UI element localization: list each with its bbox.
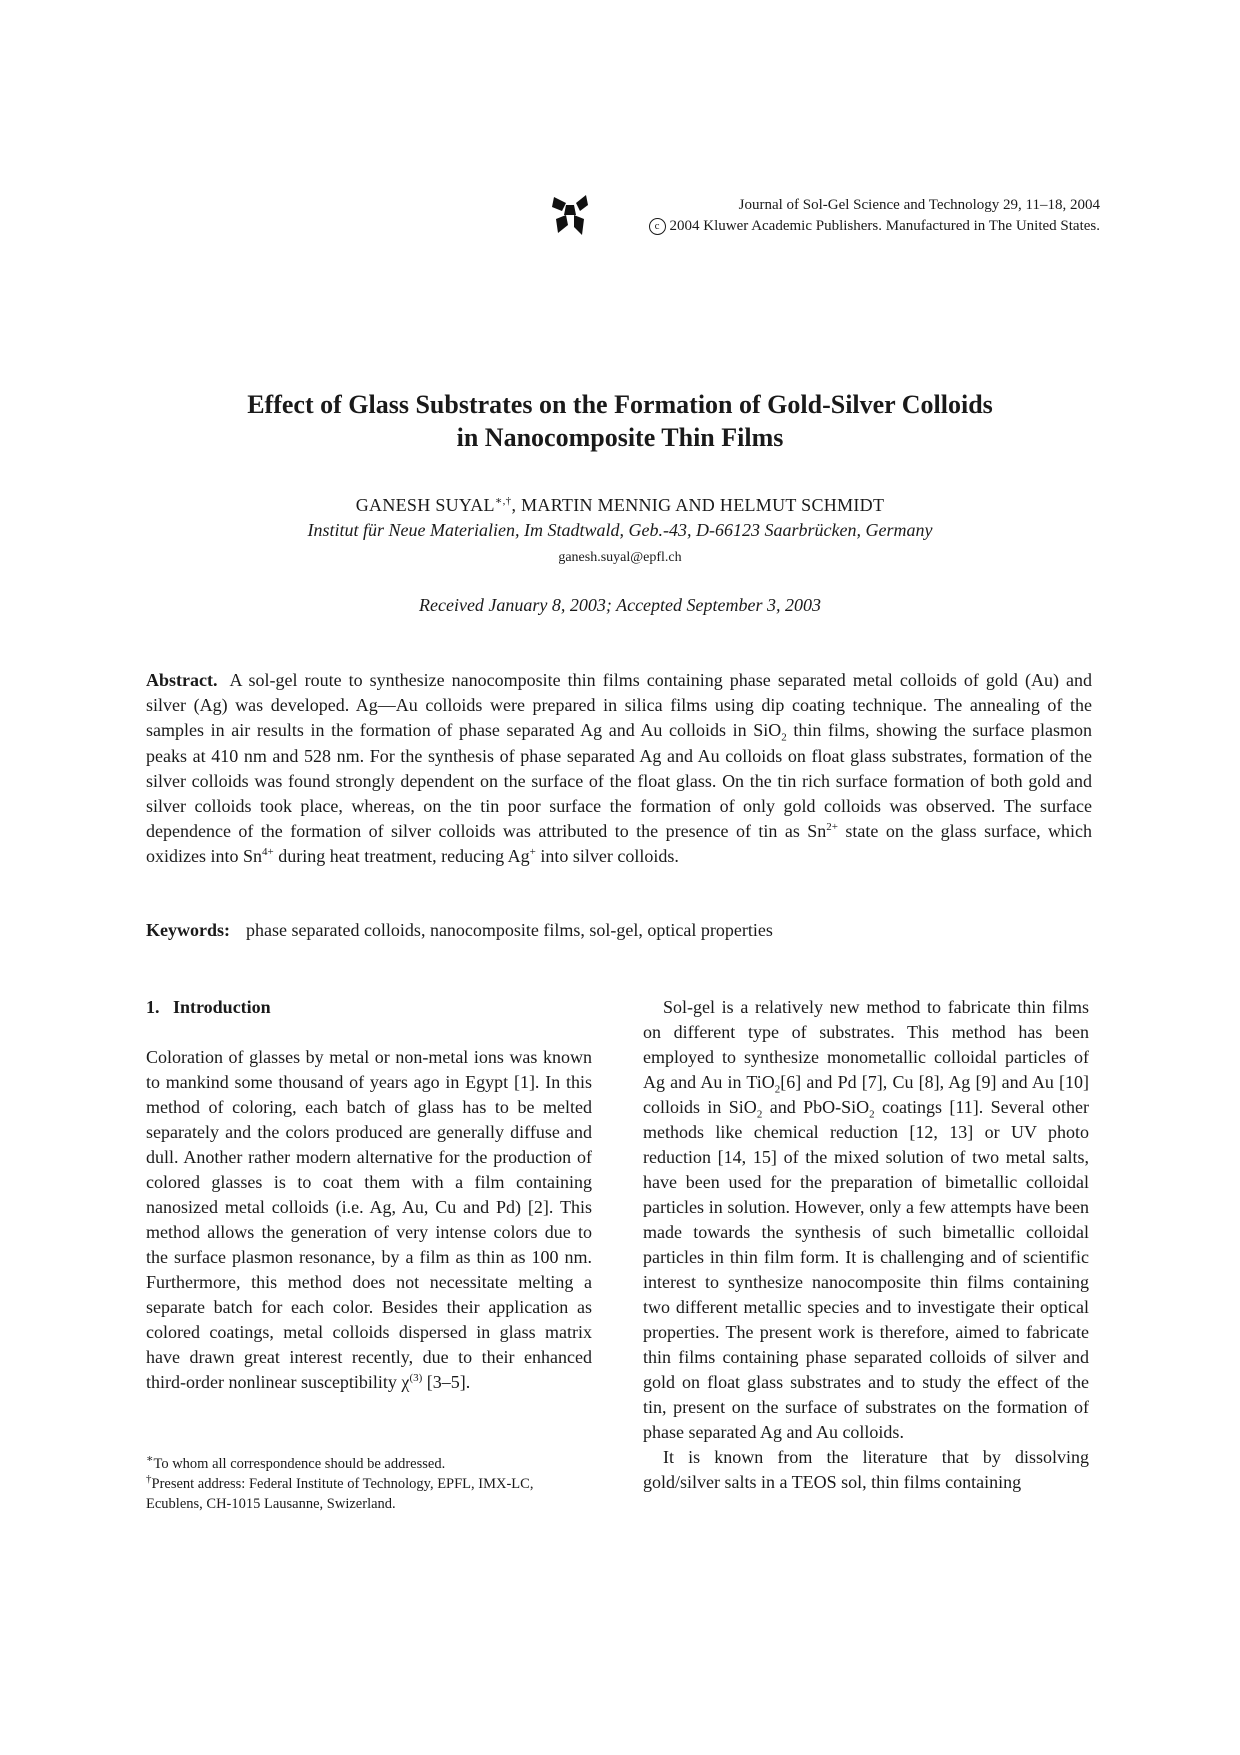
- intro-p1-end: [3–5].: [422, 1372, 471, 1392]
- intro-paragraph-3: It is known from the literature that by dissolving gold/silver salts in a TEOS sol, thin films containing: [643, 1447, 1089, 1492]
- intro-paragraph-1: [146, 1045, 592, 1395]
- footnote-2: [146, 1474, 592, 1514]
- intro-p2-sub-1: 2: [774, 1083, 781, 1096]
- abstract-sub-1: 2: [781, 732, 787, 744]
- author-marks: ∗,†: [494, 495, 512, 507]
- footnote-2-text: Present address: Federal Institute of Technology, EPFL, IMX-LC, Ecublens, CH-1015 Lausanne, Swizerland.: [146, 1476, 534, 1512]
- author-first: GANESH SUYAL: [355, 495, 495, 515]
- intro-p1-text: Coloration of glasses by metal or non-metal ions was known to mankind some thousand of years ago in Egypt [1]. In this method of coloring, each batch of glass has to be melted separately and the colors produced are generally diffuse and dull. Another rather modern alternative for the production of colored glasses is to coat them with a film containing nanosized metal colloids (i.e. Ag, Au, Cu and Pd) [2]. This method allows the generation of very intense colors due to the surface plasmon resonance, by a film as thin as 100 nm. Furthermore, this method does not necessitate melting a separate batch for each color. Besides their application as colored coatings, metal colloids dispersed in glass matrix have drawn great interest recently, due to their enhanced third-order nonlinear susceptibility χ: [146, 1047, 592, 1392]
- abstract-label: Abstract.: [146, 670, 218, 690]
- received-dates: Received January 8, 2003; Accepted September 3, 2003: [418, 595, 822, 615]
- footnote-1-mark: ∗: [146, 1453, 154, 1466]
- abstract-sup-3: +: [529, 846, 536, 859]
- intro-p2-text-a: Sol-gel is a relatively new method to fabricate thin films on different type of substrates. This method has been employed to synthesize monometallic colloidal particles of Ag and Au in TiO: [643, 997, 1089, 1092]
- intro-p2-text-c: and PbO-SiO: [762, 1097, 870, 1117]
- affiliation: Institut für Neue Materialien, Im Stadtwald, Geb.-43, D-66123 Saarbrücken, Germany: [307, 520, 933, 540]
- intro-p2-sub-3: 2: [869, 1108, 875, 1121]
- abstract: [146, 668, 1092, 870]
- copyright-line: [649, 216, 1100, 237]
- abstract-text-2: thin films, showing the surface plasmon peaks at 410 nm and 528 nm. For the synthesis of phase separated Ag and Au colloids on float glass substrates, formation of the silver colloids was found strongly dependent on the surface of the float glass. On the tin rich surface formation of both gold and silver colloids took place, whereas, on the tin poor surface the formation of only gold colloids was observed. The surface dependence of the formation of silver colloids was attributed to the presence of tin as Sn: [146, 720, 1092, 842]
- abstract-text-1: A sol-gel route to synthesize nanocomposite thin films containing phase separated metal colloids of gold (Au) and silver (Ag) was developed. Ag—Au colloids were prepared in silica films using dip coating technique. The annealing of the samples in air results in the formation of phase separated Ag and Au colloids in SiO: [146, 670, 1092, 741]
- authors: [150, 494, 1090, 516]
- left-column: [146, 1045, 592, 1395]
- title-line-1: Effect of Glass Substrates on the Formation of Gold-Silver Colloids: [247, 390, 993, 419]
- footnote-1: [146, 1454, 592, 1474]
- keywords-label: Keywords:: [146, 920, 230, 940]
- abstract-text-5: into silver colloids.: [535, 846, 679, 867]
- abstract-text-3: state on the glass surface, which oxidizes into Sn: [146, 821, 1092, 867]
- title-line-2: in Nanocomposite Thin Films: [456, 423, 784, 452]
- keywords-text: phase separated colloids, nanocomposite films, sol-gel, optical properties: [246, 920, 773, 940]
- intro-paragraph-2: [643, 995, 1089, 1445]
- footnote-2-mark: †: [146, 1473, 152, 1486]
- author-email[interactable]: ganesh.suyal@epfl.ch: [558, 550, 682, 565]
- author-rest: , MARTIN MENNIG AND HELMUT SCHMIDT: [511, 495, 885, 515]
- abstract-sup-1: 2+: [826, 821, 838, 834]
- paper-title: [150, 388, 1090, 454]
- intro-p2-sub-2: 2: [756, 1108, 763, 1121]
- journal-citation: Journal of Sol-Gel Science and Technology 29, 11–18, 2004: [738, 197, 1100, 213]
- footnote-1-text: To whom all correspondence should be addressed.: [153, 1456, 446, 1472]
- footnotes: [146, 1454, 592, 1514]
- abstract-text-4: during heat treatment, reducing Ag: [273, 846, 530, 867]
- publisher-logo-icon: [552, 193, 588, 237]
- chi-superscript: (3): [409, 1372, 423, 1384]
- abstract-sup-2: 4+: [262, 846, 274, 859]
- intro-p2-text-b: [6] and Pd [7], Cu [8], Ag [9] and Au [10] colloids in SiO: [643, 1072, 1089, 1117]
- right-column: [643, 995, 1089, 1495]
- section-heading-introduction: 1. Introduction: [146, 997, 271, 1017]
- intro-p2-text-d: coatings [11]. Several other methods like chemical reduction [12, 13] or UV photo reduction [14, 15] of the mixed solution of two metal salts, have been used for the preparation of bimetallic colloidal particles in solution. However, only a few attempts have been made towards the synthesis of such bimetallic colloidal particles in thin film form. It is challenging and of scientific interest to synthesize nanocomposite thin films containing two different metallic species and to investigate their optical properties. The present work is therefore, aimed to fabricate thin films containing phase separated colloids of silver and gold on float glass substrates and to study the effect of the tin, present on the surface of substrates on the formation of phase separated Ag and Au colloids.: [643, 1097, 1089, 1442]
- copyright-symbol: c: [649, 218, 666, 235]
- keywords: [146, 918, 1092, 942]
- copyright-text: 2004 Kluwer Academic Publishers. Manufactured in The United States.: [669, 218, 1100, 234]
